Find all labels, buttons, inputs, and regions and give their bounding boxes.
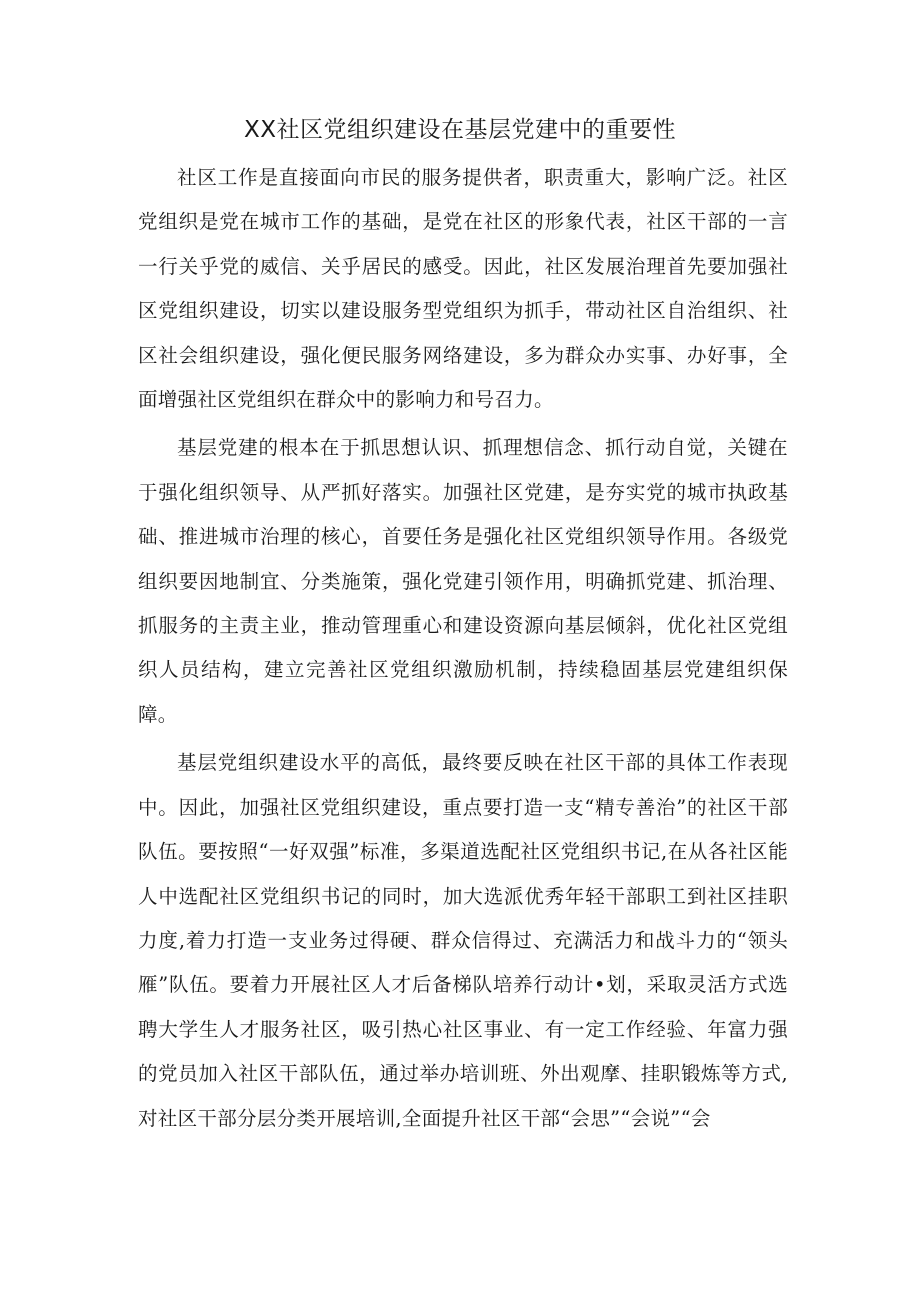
document-body — [138, 156, 788, 1145]
document-title: XX社区党组织建设在基层党建中的重要性 — [243, 117, 676, 143]
paragraph: 基层党组织建设水平的高低，最终要反映在社区干部的具体工作表现中。因此，加强社区党组织建设，重点要打造一支“精专善治”的社区干部队伍。要按照“一好双强”标准，多渠道选配社区党组织书记,在从各社区能人中选配社区党组织书记的同时，加大选派优秀年轻干部职工到社区挂职力度,着力打造一支业务过得硬、群众信得过、充满活力和战斗力的“领头雁”队伍。要着力开展社区人才后备梯队培养行动计•划，采取灵活方式选聘大学生人才服务社区，吸引热心社区事业、有一定工作经验、年富力强的党员加入社区干部队伍，通过举办培训班、外出观摩、挂职锻炼等方式,对社区干部分层分类开展培训,全面提升社区干部“会思”“会说”“会 — [138, 751, 788, 1130]
paragraph: 社区工作是直接面向市民的服务提供者，职责重大，影响广泛。社区党组织是党在城市工作的基础，是党在社区的形象代表，社区干部的一言一行关乎党的威信、关乎居民的感受。因此，社区发展治理首先要加强社区党组织建设，切实以建设服务型党组织为抓手，带动社区自治组织、社区社会组织建设，强化便民服务网络建设，多为群众办实事、办好事，全面增强社区党组织在群众中的影响力和号召力。 — [138, 166, 788, 412]
paragraph: 基层党建的根本在于抓思想认识、抓理想信念、抓行动自觉，关键在于强化组织领导、从严抓好落实。加强社区党建，是夯实党的城市执政基础、推进城市治理的核心，首要任务是强化社区党组织领导作用。各级党组织要因地制宜、分类施策，强化党建引领作用，明确抓党建、抓治理、抓服务的主责主业，推动管理重心和建设资源向基层倾斜，优化社区党组织人员结构，建立完善社区党组织激励机制，持续稳固基层党建组织保障。 — [138, 436, 788, 726]
